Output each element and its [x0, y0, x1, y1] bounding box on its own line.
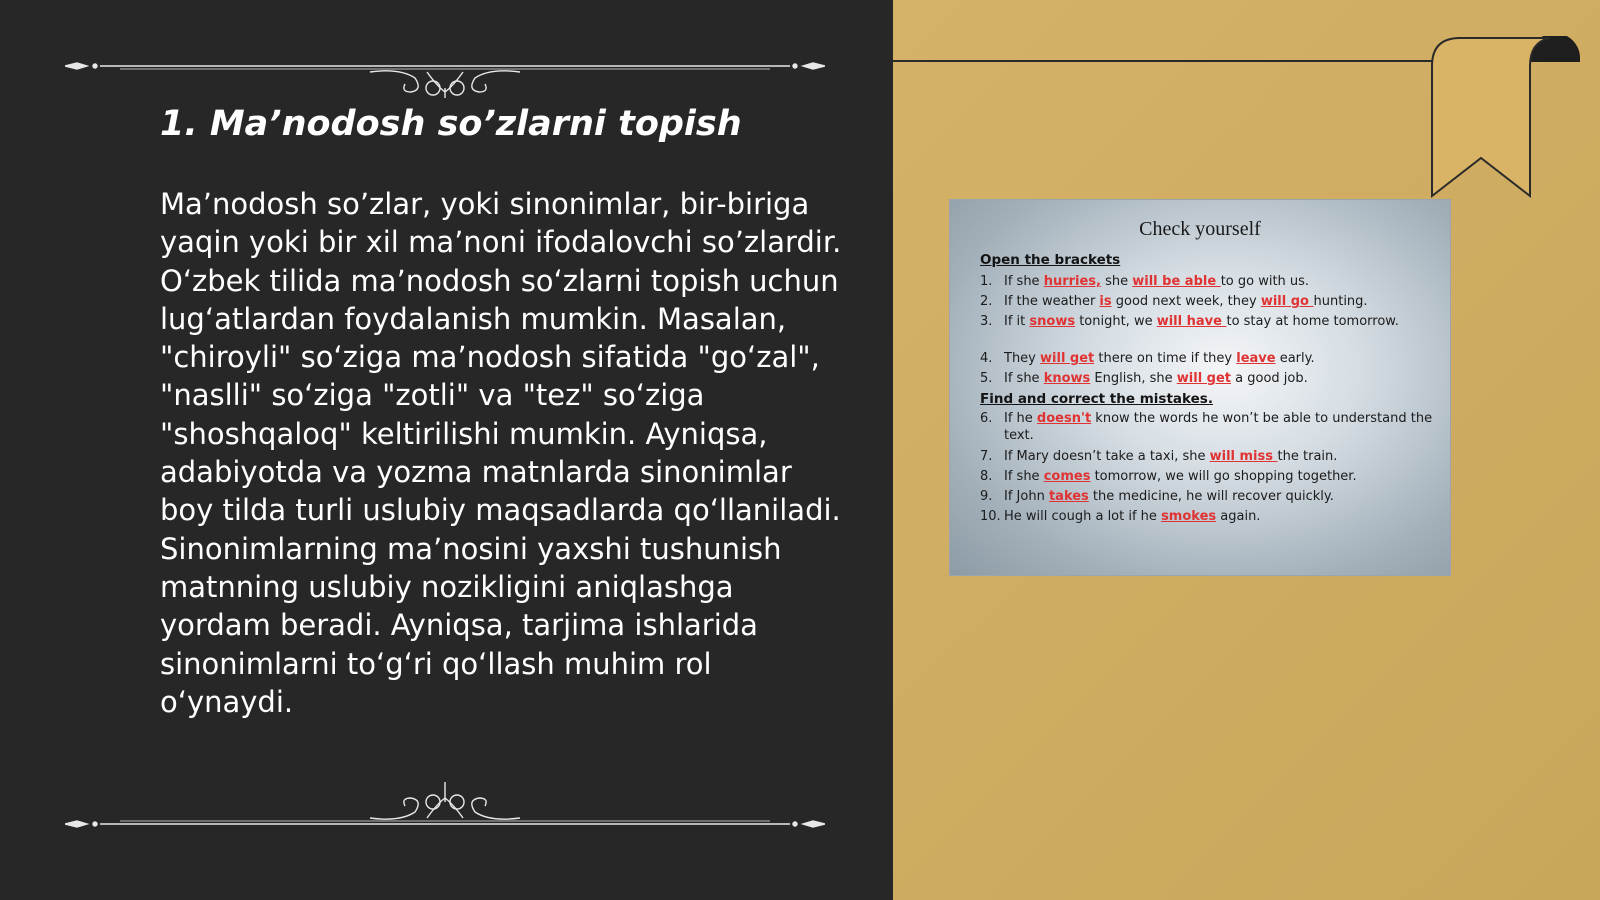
exercise-item: 9. If John takes the medicine, he will recover quickly. — [980, 489, 1334, 504]
exercise-item: 3. If it snows tonight, we will have to stay at home tomorrow. — [980, 314, 1399, 329]
top-divider-line — [893, 60, 1438, 62]
bookmark-ribbon-icon — [1430, 36, 1590, 206]
exercise-item: 6. If he doesn't know the words he won’t be able to understand the text. — [980, 411, 1433, 443]
exercise-item: 4. They will get there on time if they leave early. — [980, 351, 1315, 366]
section-heading-open-brackets: Open the brackets — [980, 252, 1121, 268]
exercise-item: 2. If the weather is good next week, they will go hunting. — [980, 294, 1368, 309]
exercise-item: 10. He will cough a lot if he smokes again. — [980, 509, 1261, 524]
exercise-item: 1. If she hurries, she will be able to go with us. — [980, 274, 1310, 289]
exercise-item: 8. If she comes tomorrow, we will go shopping together. — [980, 469, 1357, 484]
exercise-image — [950, 200, 1450, 575]
slide-title: 1. Ma’nodosh so’zlarni topish — [160, 104, 742, 144]
exercise-item: 7. If Mary doesn’t take a taxi, she will miss the train. — [980, 449, 1338, 464]
exercise-title: Check yourself — [1139, 218, 1261, 240]
ornament-divider-top — [65, 38, 825, 98]
section-heading-find-mistakes: Find and correct the mistakes. — [980, 391, 1213, 407]
slide-body-text: Ma’nodosh so’zlar, yoki sinonimlar, bir-biriga yaqin yoki bir xil ma’noni ifodalovchi so’zlardir. O‘zbek tilida ma’nodosh so‘zlarni topish uchun lug‘atlardan foydalanish mumkin. Masalan, "chiroyli" so‘ziga ma’nodosh sifatida "go‘zal", "naslli" so‘ziga "zotli" va "tez" so‘ziga "shoshqaloq" keltirilishi mumkin. Ayniqsa, adabiyotda va yozma matnlarda sinonimlar boy tilda turli uslubiy maqsadlarda qo‘llaniladi. Sinonimlarning ma’nosini yaxshi tushunish matnning uslubiy nozikligini aniqlashga yordam beradi. Ayniqsa, tarjima ishlarida sinonimlarni to‘g‘ri qo‘llash muhim rol o‘ynaydi. — [160, 187, 842, 719]
exercise-item: 5. If she knows English, she will get a good job. — [980, 371, 1308, 386]
ornament-divider-bottom — [65, 770, 825, 830]
